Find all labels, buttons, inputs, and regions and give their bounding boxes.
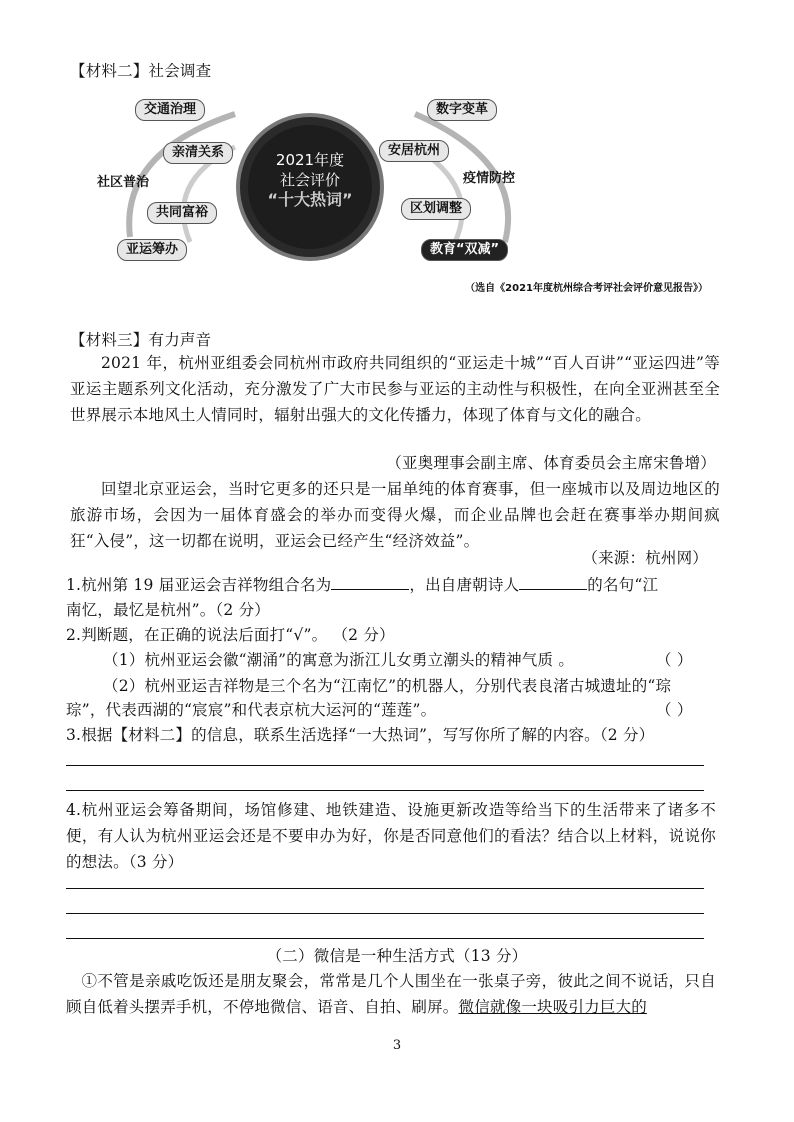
section-2-para-underlined: 微信就像一块吸引力巨大的 [458, 998, 647, 1016]
question-1-line2: 南忆，最忆是杭州”。（2 分） [66, 601, 270, 619]
q1-text-c: 的名句“江 [587, 576, 659, 594]
question-2-item1: （1）杭州亚运会徽“潮涌”的寓意为浙江儿女勇立潮头的精神气质 。 [103, 651, 575, 669]
hot-word-epidemic: 疫情防控 [463, 171, 516, 186]
section-2-title: （二）微信是一种生活方式（13 分） [266, 947, 528, 965]
hot-words-diagram [85, 92, 555, 272]
center-line1: 2021年度 [275, 151, 345, 169]
q1-text-b: ，出自唐朝诗人 [409, 576, 520, 594]
hot-word-qingqing: 亲清关系 [163, 142, 233, 164]
page-number: 3 [392, 1038, 402, 1053]
diagram-source: （选自《2021年度杭州综合考评社会评价意见报告》） [465, 283, 708, 294]
section-2-paragraph1 [66, 968, 716, 1020]
hot-word-digital: 数字变革 [427, 99, 497, 121]
material3-paragraph1: 2021 年，杭州亚组委会同杭州市政府共同组织的“亚运走十城”“百人百讲”“亚运四进”等亚运主题系列文化活动，充分激发了广大市民参与亚运的主动性与积极性，在向全亚洲甚至全世界展示本地风土人情同时，辐射出强大的文化传播力，体现了体育与文化的融合。 [70, 354, 720, 424]
q1-mascot-blank[interactable] [331, 575, 409, 590]
material3-paragraph2: 回望北京亚运会，当时它更多的还只是一届单纯的体育赛事，但一座城市以及周边地区的旅游市场，会因为一届体育盛会的举办而变得火爆，而企业品牌也会赶在赛事举办期间疯狂“入侵”，这一切都在说明，亚运会已经产生“经济效益”。 [70, 480, 720, 550]
question-2-item2-line2: 琮”，代表西湖的“宸宸”和代表京杭大运河的“莲莲”。 [66, 701, 437, 719]
diagram-center-title [255, 150, 365, 210]
question-2: 2.判断题，在正确的说法后面打“√”。 （2 分） [66, 626, 395, 644]
q1-poet-blank[interactable] [519, 575, 587, 590]
center-line2: 社会评价 [279, 171, 340, 189]
material3-heading: 【材料三】有力声音 [70, 331, 212, 349]
q4-answer-line-2[interactable] [66, 913, 704, 914]
section-2-para-text: ①不管是亲戚吃饭还是朋友聚会，常常是几个人围坐在一张桌子旁，彼此之间不说话，只自顾自低着头摆弄手机，不停地微信、语音、自拍、刷屏。 [66, 972, 716, 1016]
q1-text-a: 1.杭州第 19 届亚运会吉祥物组合名为 [66, 576, 332, 594]
question-4: 4.杭州亚运会筹备期间，场馆修建、地铁建造、设施更新改造等给当下的生活带来了诸多不便，有人认为杭州亚运会还是不要申办为好，你是否同意他们的看法？结合以上材料，说说你的想法。（3 分） [66, 801, 716, 871]
material2-heading: 【材料二】社会调查 [70, 62, 212, 80]
hot-word-housing: 安居杭州 [379, 140, 449, 162]
hot-word-community: 社区普治 [97, 175, 150, 190]
hot-word-prosperity: 共同富裕 [147, 202, 217, 224]
q2-item2-answer-paren[interactable]: （ ） [656, 701, 693, 719]
center-line3: “十大热词” [267, 190, 353, 209]
hot-word-education: 教育“双减” [421, 239, 508, 261]
q4-answer-line-1[interactable] [66, 888, 704, 889]
hot-word-traffic: 交通治理 [135, 99, 205, 121]
material3-attribution2: （来源：杭州网） [582, 549, 708, 567]
q3-answer-line-1[interactable] [66, 765, 704, 766]
hot-word-district: 区划调整 [401, 198, 471, 220]
question-3: 3.根据【材料二】的信息，联系生活选择“一大热词”，写写你所了解的内容。（2 分） [66, 726, 655, 744]
question-2-item2-line1: （2）杭州亚运吉祥物是三个名为“江南忆”的机器人，分别代表良渚古城遗址的“琮 [103, 677, 672, 695]
q3-answer-line-2[interactable] [66, 790, 704, 791]
material3-attribution1: （亚奥理事会副主席、体育委员会主席宋鲁增） [386, 454, 716, 472]
question-1-line1 [66, 572, 658, 598]
q4-answer-line-3[interactable] [66, 938, 704, 939]
q2-item1-answer-paren[interactable]: （ ） [656, 651, 693, 669]
hot-word-asian-games: 亚运筹办 [117, 239, 187, 261]
